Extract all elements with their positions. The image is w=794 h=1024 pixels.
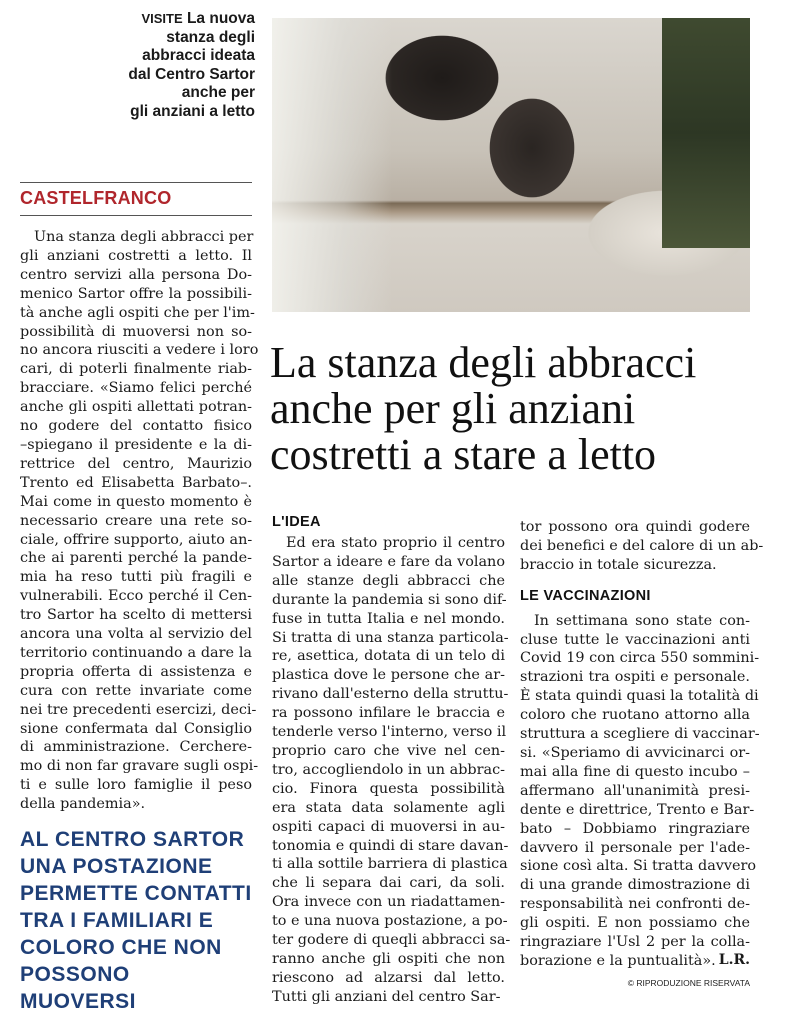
text-line: gli ospiti. E non possiamo che xyxy=(520,915,750,932)
text-line: tro Sartor ha scelto di mettersi xyxy=(20,607,252,624)
text-line: tro, accogliendolo in un abbrac- xyxy=(272,761,505,778)
text-line: di una grande dimostrazione di xyxy=(520,877,750,894)
text-line: Ora invece con un riadattamen- xyxy=(272,894,505,911)
text-line: to e una nuova postazione, a po- xyxy=(272,913,508,930)
text-line: Tutti gli anziani del centro Sar- xyxy=(272,988,501,1005)
text-line: struttura a scegliere di vaccinar- xyxy=(520,726,760,743)
text-line: strazioni tra ospiti e personale. xyxy=(520,669,750,686)
text-line: no godere del contatto fisico xyxy=(20,418,252,435)
text-line: ti alla sottile barriera di plastica xyxy=(272,856,508,873)
text-line: tor possono ora quindi godere xyxy=(520,519,750,535)
text-line: che li separa dai cari, da soli. xyxy=(272,875,505,892)
text-line: tà anche agli ospiti che per l'im- xyxy=(20,304,255,321)
pull-quote: AL CENTRO SARTOR UNA POSTAZIONE PERMETTE CONTATTI TRA I FAMILIARI E COLORO CHE NON POSSONO MUOVERSI xyxy=(20,828,252,1013)
subhead-idea: L'IDEA xyxy=(272,514,321,530)
text-line: alle stanze degli abbracci che xyxy=(272,572,505,589)
text-line: proprio caro che vive nel cen- xyxy=(272,742,505,759)
text-line: borazione e la puntualità». xyxy=(520,952,716,969)
text-line: di amministrazione. Cerchere- xyxy=(20,739,252,756)
text-line: ringraziare l'Usl 2 per la colla- xyxy=(520,934,750,951)
text-line: bato – Dobbiamo ringraziare xyxy=(520,820,750,837)
article-column-2 xyxy=(272,534,511,1007)
text-line: Sartor a ideare e fare da volano xyxy=(272,553,505,570)
text-line: cluse tutte le vaccinazioni anti xyxy=(520,631,750,648)
text-line: fuse in tutta Italia e nel mondo. xyxy=(272,610,505,627)
subhead-vaccinazioni: LE VACCINAZIONI xyxy=(520,587,651,604)
news-photo xyxy=(272,18,750,312)
text-line: cura con rette invariate come xyxy=(20,682,252,699)
text-line: della pandemia». xyxy=(20,796,146,813)
text-line: anche gli ospiti allettati potran- xyxy=(20,399,252,416)
text-line: no ancora riusciti a vedere i loro xyxy=(20,342,259,359)
text-line: davvero il personale per l'ade- xyxy=(520,839,750,856)
text-line: braccio in totale sicurezza. xyxy=(520,556,717,573)
text-line: ancora una volta al servizio del xyxy=(20,626,252,643)
text-line: affermano all'unanimità presi- xyxy=(520,782,750,799)
text-line: coloro che ruotano attorno alla xyxy=(520,707,750,724)
text-line: riescono ad alzarsi dal letto. xyxy=(272,969,505,986)
text-line: Mai come in questo momento è xyxy=(20,493,252,510)
section-rule-top xyxy=(20,182,252,183)
text-line: Trento ed Elisabetta Barbato–. xyxy=(20,474,252,491)
text-line: ter godere di queqli abbracci sa- xyxy=(272,932,511,949)
text-line: Ed era stato proprio il centro xyxy=(286,535,505,551)
text-line: È stata quindi quasi la totalità di xyxy=(520,688,759,705)
text-line: Una stanza degli abbracci per xyxy=(34,229,254,245)
text-line: era stata data solamente agli xyxy=(272,799,505,816)
text-line: ciale, offrire supporto, aiuto an- xyxy=(20,531,253,548)
text-line: vulnerabili. Ecco perché il Cen- xyxy=(20,588,252,605)
text-line: durante la pandemia si sono dif- xyxy=(272,591,507,608)
text-line: propria offerta di assistenza e xyxy=(20,663,252,680)
text-line: plastica dove le persone che ar- xyxy=(272,667,505,684)
text-line: Si tratta di una stanza particola- xyxy=(272,629,509,646)
text-line: che ai parenti perché la pande- xyxy=(20,550,252,567)
text-line: mia ha reso tutti più fragili e xyxy=(20,569,252,586)
column-3-intro xyxy=(520,518,764,575)
text-line: In settimana sono state con- xyxy=(534,612,750,629)
text-line: mai alla fine di questo incubo – xyxy=(520,763,750,780)
text-line: cari, di poterli finalmente riab- xyxy=(20,361,252,378)
text-line: rivano dall'esterno della struttu- xyxy=(272,686,509,703)
text-line: mo di non far gravare sugli ospi- xyxy=(20,758,259,775)
photo-caption: VISITE La nuova stanza degli abbracci ideata dal Centro Sartor anche per gli anziani a letto xyxy=(128,10,255,120)
text-line: ti e sulle loro famiglie il peso xyxy=(20,777,252,794)
text-line: gli anziani costretti a letto. Il xyxy=(20,247,252,264)
text-line: responsabilità nei confronti de- xyxy=(520,896,750,913)
text-line: ranno anche gli ospiti che non xyxy=(272,950,505,967)
text-line: centro servizi alla persona Do- xyxy=(20,266,252,283)
text-line: re, asettica, dotata di un telo di xyxy=(272,648,505,665)
text-line: tonomia e quindi di stare davan- xyxy=(272,837,509,854)
text-line: necessario creare una rete so- xyxy=(20,512,252,529)
text-line: dei benefici e del calore di un ab- xyxy=(520,537,764,554)
text-line: cio. Finora questa possibilità xyxy=(272,780,505,797)
text-line: nei tre precedenti esercizi, deci- xyxy=(20,701,257,718)
text-line: si. «Speriamo di avvicinarci or- xyxy=(520,744,750,761)
text-line: tenderle verso l'interno, verso il xyxy=(272,724,507,741)
article-column-3 xyxy=(520,518,764,971)
headline: La stanza degli abbracci anche per gli anziani costretti a stare a letto xyxy=(270,338,697,479)
column-3-body xyxy=(520,612,760,971)
text-line: sione confermata dal Consiglio xyxy=(20,720,252,737)
text-line: territorio continuando a dare la xyxy=(20,644,252,661)
section-rule-bottom xyxy=(20,215,252,216)
text-line: Covid 19 con circa 550 sommini- xyxy=(520,650,760,667)
author-signature: L.R. xyxy=(718,952,750,968)
text-line: bracciare. «Siamo felici perché xyxy=(20,380,252,397)
text-line: possibilità di muoversi non so- xyxy=(20,323,252,340)
text-line: sione così alta. Si tratta davvero xyxy=(520,858,757,875)
text-line: rettrice del centro, Maurizio xyxy=(20,455,252,472)
photo-plastic-curtain xyxy=(272,18,392,312)
section-label: CASTELFRANCO xyxy=(20,188,172,208)
text-line: –spiegano il presidente e la di- xyxy=(20,436,252,453)
copyright-notice: © RIPRODUZIONE RISERVATA xyxy=(627,978,750,988)
text-line: menico Sartor offre la possibili- xyxy=(20,285,252,302)
caption-kicker: VISITE xyxy=(141,11,183,26)
photo-window xyxy=(662,18,750,248)
text-line: ra possono infilare le braccia e xyxy=(272,705,505,722)
text-line: dente e direttrice, Trento e Bar- xyxy=(520,801,755,818)
text-line: ospiti capaci di muoversi in au- xyxy=(272,818,505,835)
article-column-1 xyxy=(20,228,259,814)
